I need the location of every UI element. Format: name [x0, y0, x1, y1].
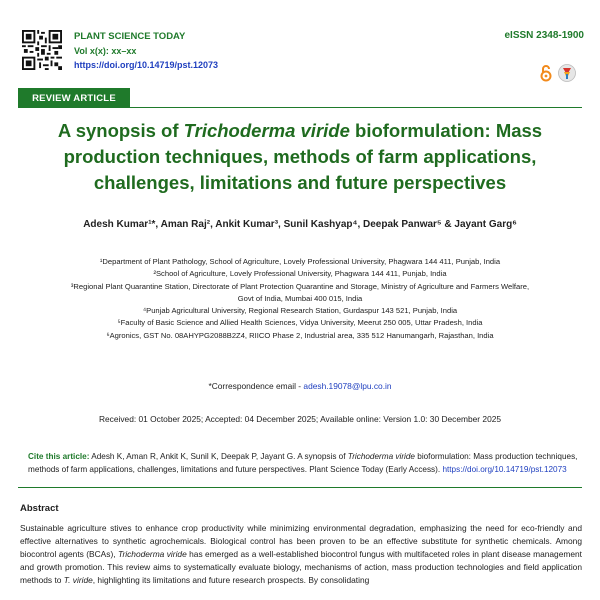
affiliation: ¹Department of Plant Pathology, School of Agriculture, Lovely Professional University, Phagwara 144 411, Punjab, India: [99, 257, 501, 266]
journal-info: [74, 30, 218, 72]
abstract-heading: Abstract: [20, 503, 59, 514]
affiliation: ³Regional Plant Quarantine Station, Directorate of Plant Protection Quarantine and Storage, Ministry of Agriculture and Farmers Welfare,: [70, 281, 530, 291]
section-divider: [18, 487, 582, 488]
open-access-icon[interactable]: [540, 64, 552, 82]
affiliation: ⁶Agronics, GST No. 08AHYPG2088B2Z4, RIICO Phase 2, Industrial area, 335 512 Hanumangarh, Rajasthan, India: [106, 330, 494, 340]
crossmark-icon[interactable]: [558, 64, 576, 82]
affiliation: ⁵Faculty of Basic Science and Allied Health Sciences, Vidya University, Meerut 250 005, Uttar Pradesh, India: [117, 318, 483, 328]
title-text-rest: bioformulation: Mass production techniques, methods of farm applications, challenges, limitations and future perspectives: [63, 120, 543, 193]
article-type-label: REVIEW ARTICLE: [18, 88, 130, 108]
qr-code-icon: [22, 30, 62, 70]
header-divider: [18, 107, 582, 108]
abstract-part: , highlighting its limitations and future research prospects. By consolidating: [92, 575, 370, 585]
citation-species: Trichoderma viride: [347, 452, 415, 461]
citation-label: Cite this article:: [28, 452, 90, 461]
eissn: eISSN 2348-1900: [504, 30, 584, 41]
citation-text: Adesh K, Aman R, Ankit K, Sunil K, Deepak P, Jayant G. A synopsis of: [89, 452, 348, 461]
affiliation: ⁴Punjab Agricultural University, Regional Research Station, Gurdaspur 143 521, Punjab, India: [142, 306, 458, 316]
article-dates: Received: 01 October 2025; Accepted: 04 December 2025; Available online: Version 1.0: 30 December 2025: [98, 414, 502, 424]
article-title: [40, 118, 560, 196]
abstract-species-short: T. viride: [63, 575, 93, 585]
abstract-part: has emerged as a well-established biocontrol fungus with multifaceted roles in plant disease management and growth promotion. This review aims to systematically evaluate biology, mechanisms of action, mass production technologies and field application methods to: [20, 549, 582, 585]
correspondence-label: *Correspondence email -: [208, 381, 304, 391]
affiliation: ²School of Agriculture, Lovely Professional University, Phagwara 144 411, Punjab, India: [153, 269, 447, 279]
citation-block: [28, 450, 578, 476]
journal-volume: Vol x(x): xx–xx: [74, 46, 137, 56]
affiliation-list: [40, 256, 560, 342]
author-list: Adesh Kumar¹*, Aman Raj², Ankit Kumar³, Sunil Kashyap⁴, Deepak Panwar⁵ & Jayant Garg⁶: [83, 219, 517, 230]
correspondence: [0, 381, 600, 391]
abstract-part: Sustainable agriculture stives to enhance crop productivity while minimizing environmental degradation, emphasizing the need for eco-friendly and effective alternatives to synthetic agrochemicals. Biological control has been proven to be an effective substitute for synthetic chemicals. Among biocontrol agents (BCAs),: [20, 523, 582, 559]
abstract-species: Trichoderma viride: [117, 549, 187, 559]
citation-text-rest: bioformulation: Mass production techniques, methods of farm applications, challenges, limitations and future perspectives. Plant Science Today (Early Access).: [28, 452, 578, 474]
journal-doi-link[interactable]: https://doi.org/10.14719/pst.12073: [74, 60, 219, 70]
title-text: A synopsis of: [57, 120, 184, 141]
badge-icons: [540, 64, 576, 82]
title-species: Trichoderma viride: [183, 120, 350, 141]
journal-name: PLANT SCIENCE TODAY: [74, 31, 186, 42]
citation-doi-link[interactable]: https://doi.org/10.14719/pst.12073: [442, 465, 567, 474]
abstract-text: [20, 522, 582, 587]
affiliation: Govt of India, Mumbai 400 015, India: [237, 293, 363, 303]
correspondence-email-link[interactable]: adesh.19078@lpu.co.in: [303, 381, 392, 391]
